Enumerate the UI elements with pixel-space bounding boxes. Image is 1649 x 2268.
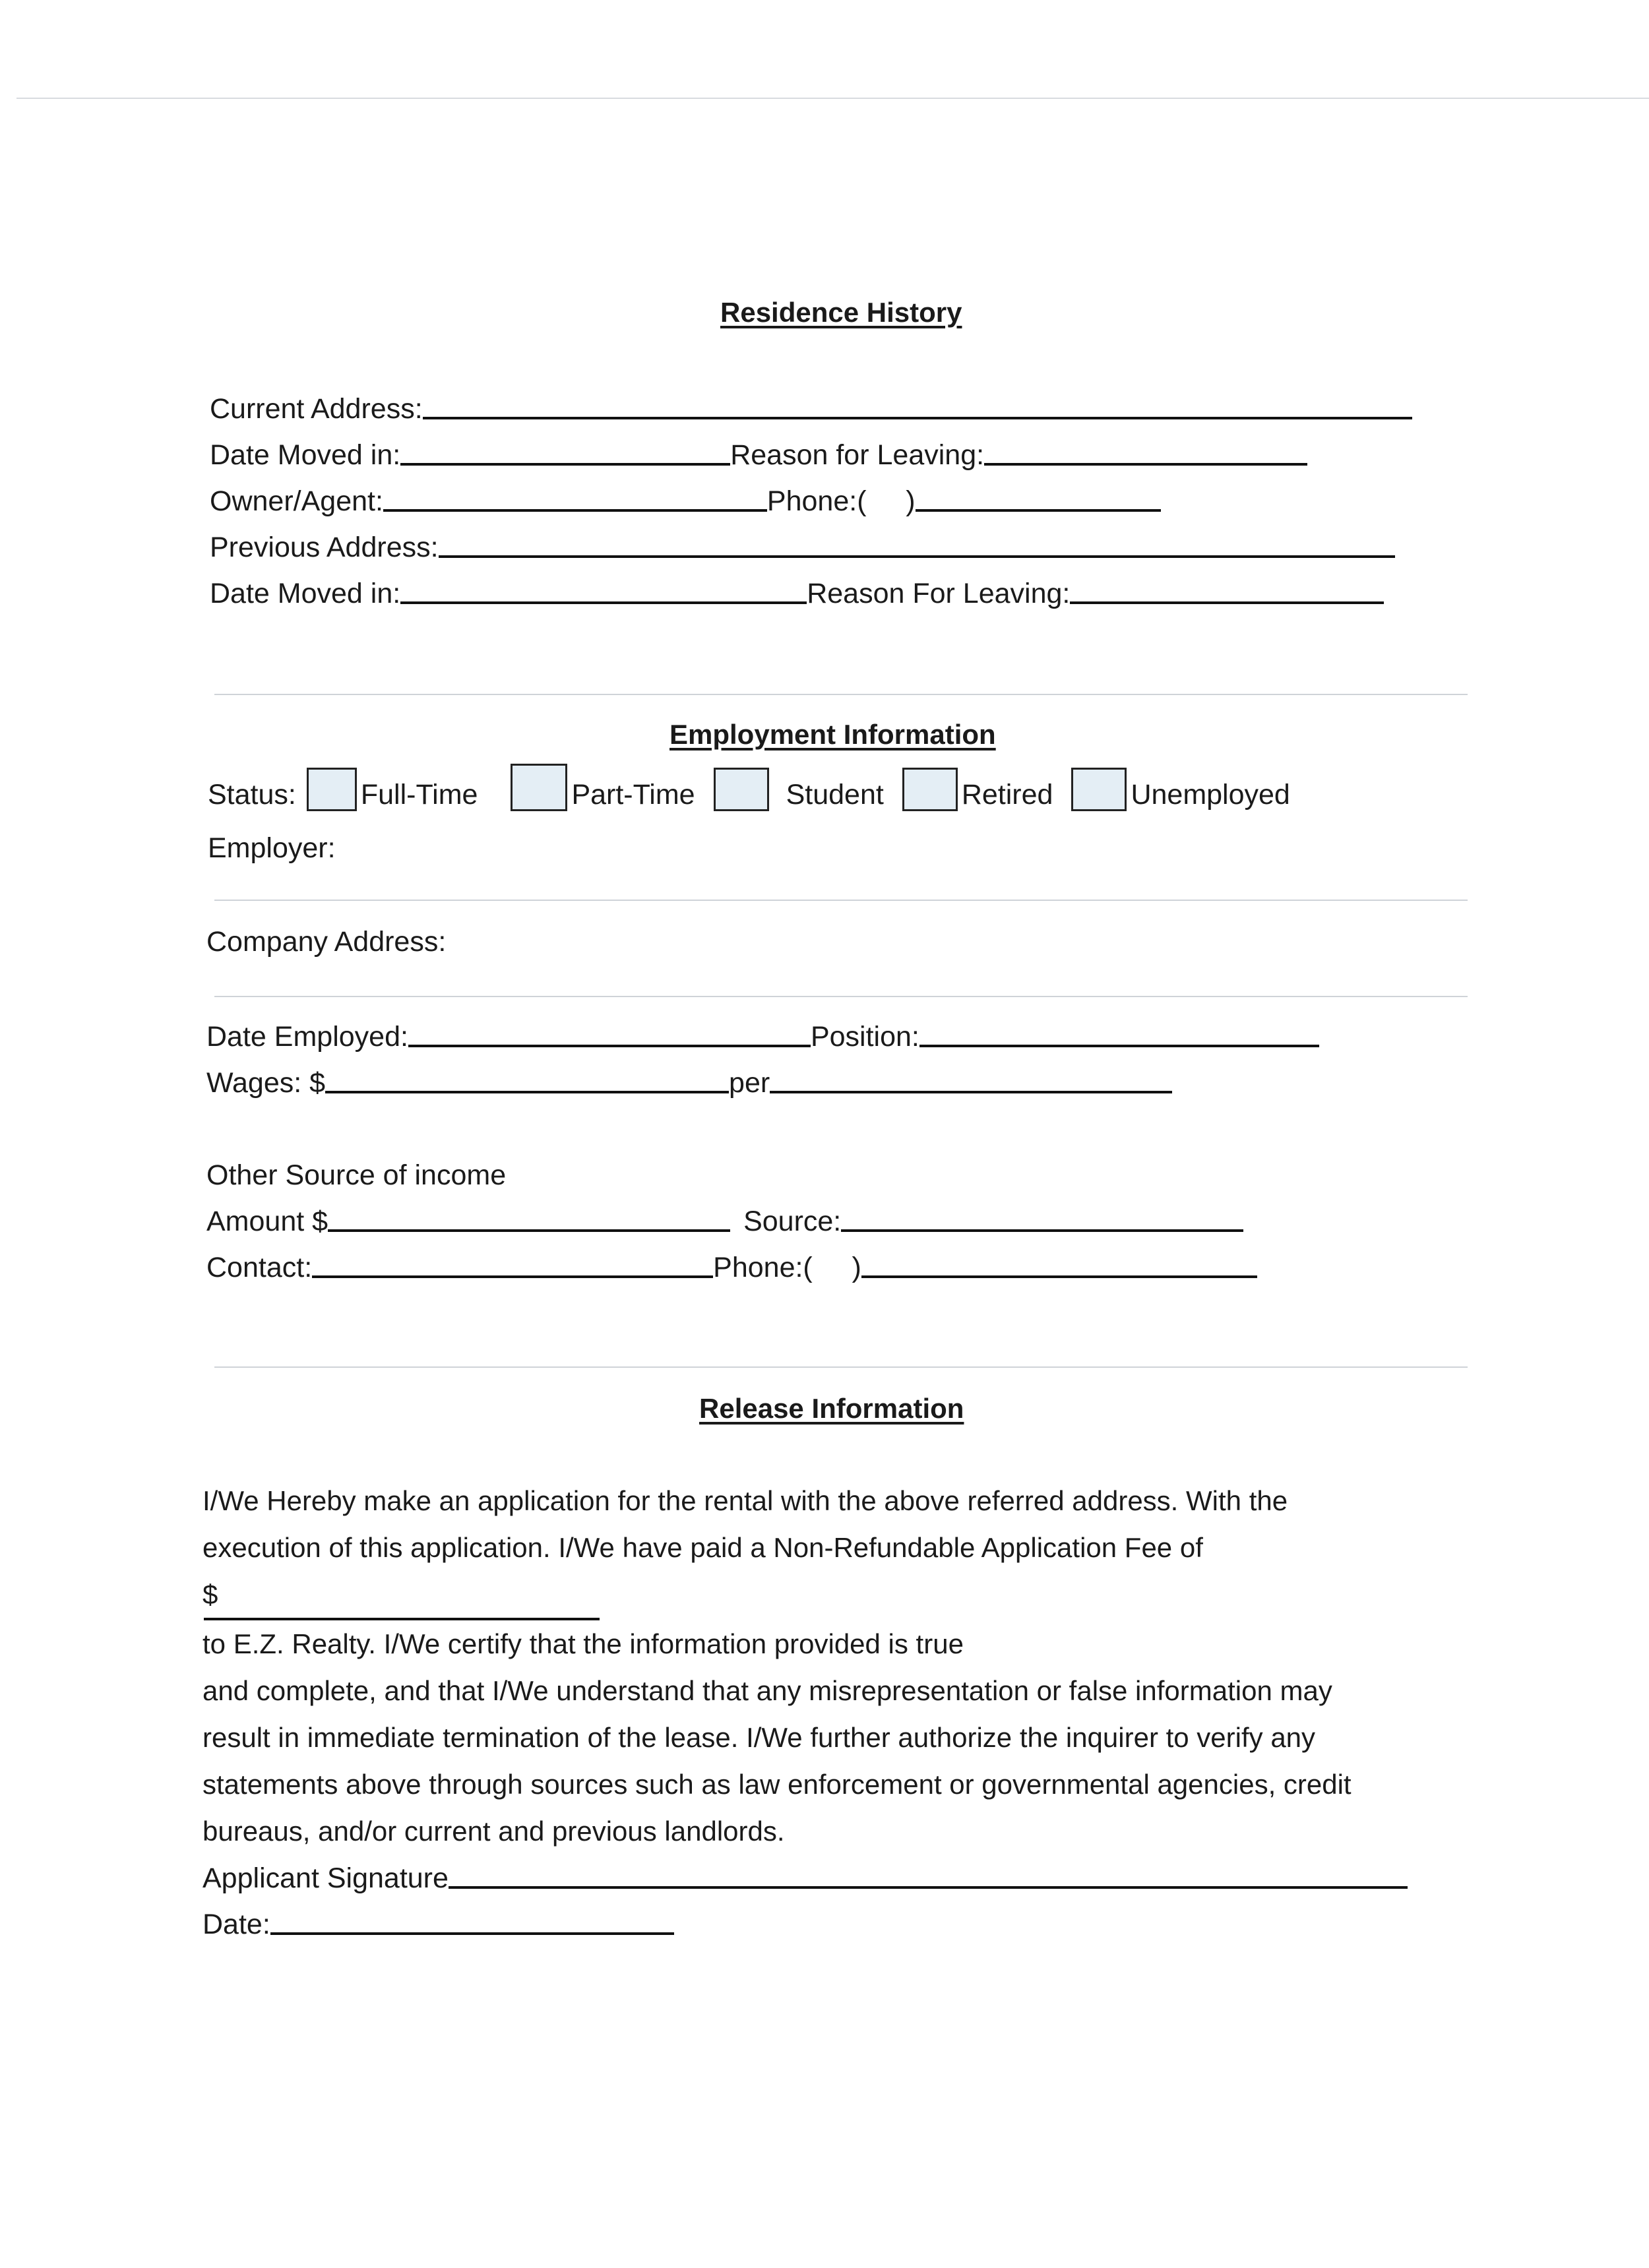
student-label: Student <box>786 779 884 811</box>
phone-label: Phone:( ) <box>766 485 916 517</box>
residence-divider <box>214 694 1468 695</box>
current-address-field[interactable] <box>423 417 1412 419</box>
date-moved-in-label-2: Date Moved in: <box>210 578 401 609</box>
per-field[interactable] <box>770 1091 1172 1093</box>
date-moved-in-label: Date Moved in: <box>210 439 401 471</box>
release-paragraph <box>202 1477 1352 1854</box>
date-employed-field[interactable] <box>408 1045 811 1047</box>
position-label: Position: <box>810 1021 919 1053</box>
owner-agent-row <box>210 479 1161 516</box>
amount-label: Amount $ <box>206 1206 328 1237</box>
contact-phone-field[interactable] <box>861 1275 1257 1278</box>
fee-dollar: $ <box>202 1579 218 1610</box>
date-moved-in-row-1 <box>210 433 1307 470</box>
date-employed-row <box>206 1014 1319 1051</box>
residence-history-heading: Residence History <box>720 297 962 328</box>
full-time-label: Full-Time <box>360 779 478 811</box>
date-row <box>202 1902 674 1939</box>
release-line-5: result in immediate termination of the lease. I/We further authorize the inquirer to verify any <box>202 1722 1316 1753</box>
status-row <box>208 764 1290 811</box>
part-time-label: Part-Time <box>571 779 695 811</box>
contact-phone-label: Phone:( ) <box>713 1252 861 1283</box>
employer-row <box>208 826 336 863</box>
company-address-field-line[interactable] <box>214 996 1468 997</box>
signature-date-label: Date: <box>202 1909 270 1940</box>
owner-agent-field[interactable] <box>383 509 767 512</box>
contact-field[interactable] <box>312 1275 713 1278</box>
previous-address-label: Previous Address: <box>210 532 439 563</box>
employer-label: Employer: <box>208 832 336 864</box>
other-source-row <box>206 1153 506 1190</box>
amount-row <box>206 1199 1243 1236</box>
current-address-row <box>210 386 1412 423</box>
reason-for-leaving-field-2[interactable] <box>1070 601 1384 604</box>
current-address-label: Current Address: <box>210 393 423 425</box>
status-label: Status: <box>208 779 296 811</box>
student-checkbox[interactable] <box>714 768 769 811</box>
release-line-1: I/We Hereby make an application for the rental with the above referred address. With the <box>202 1485 1288 1516</box>
reason-for-leaving-label: Reason for Leaving: <box>730 439 985 471</box>
source-label: Source: <box>743 1206 842 1237</box>
unemployed-label: Unemployed <box>1131 779 1290 811</box>
owner-agent-label: Owner/Agent: <box>210 485 383 517</box>
other-source-label: Other Source of income <box>206 1159 507 1191</box>
previous-address-row <box>210 525 1395 562</box>
top-divider <box>16 98 1649 99</box>
position-field[interactable] <box>919 1045 1319 1047</box>
company-address-row <box>206 919 446 956</box>
signature-row <box>202 1856 1408 1893</box>
wages-field[interactable] <box>325 1091 729 1093</box>
employment-information-heading: Employment Information <box>669 719 996 750</box>
reason-for-leaving-label-2: Reason For Leaving: <box>807 578 1071 609</box>
release-information-heading: Release Information <box>699 1393 964 1424</box>
unemployed-checkbox[interactable] <box>1071 768 1127 811</box>
release-line-7: bureaus, and/or current and previous landlords. <box>202 1816 785 1847</box>
date-employed-label: Date Employed: <box>206 1021 408 1053</box>
amount-field[interactable] <box>328 1229 730 1232</box>
full-time-checkbox[interactable] <box>307 768 357 811</box>
company-address-label: Company Address: <box>206 926 447 958</box>
employment-divider <box>214 1366 1468 1368</box>
wages-row <box>206 1060 1172 1097</box>
retired-checkbox[interactable] <box>902 768 958 811</box>
wages-label: Wages: $ <box>206 1067 326 1099</box>
previous-address-field[interactable] <box>439 555 1395 558</box>
phone-field[interactable] <box>916 509 1161 512</box>
per-label: per <box>729 1067 770 1099</box>
reason-for-leaving-field[interactable] <box>984 463 1307 466</box>
release-line-3-text: to E.Z. Realty. I/We certify that the information provided is true <box>202 1628 964 1659</box>
date-moved-in-row-2 <box>210 571 1384 608</box>
application-fee-field[interactable] <box>204 1618 600 1620</box>
release-line-3 <box>202 1571 1352 1667</box>
release-line-6: statements above through sources such as law enforcement or governmental agencies, credit <box>202 1769 1352 1800</box>
applicant-signature-field[interactable] <box>449 1886 1408 1889</box>
signature-date-field[interactable] <box>270 1932 674 1935</box>
release-line-2: execution of this application. I/We have paid a Non-Refundable Application Fee of <box>202 1532 1203 1563</box>
applicant-signature-label: Applicant Signature <box>202 1862 449 1894</box>
part-time-checkbox[interactable] <box>511 764 567 811</box>
employer-field-line[interactable] <box>214 900 1468 901</box>
retired-label: Retired <box>961 779 1053 811</box>
date-moved-in-field-2[interactable] <box>400 601 807 604</box>
date-moved-in-field[interactable] <box>400 463 730 466</box>
contact-label: Contact: <box>206 1252 313 1283</box>
contact-row <box>206 1245 1257 1282</box>
source-field[interactable] <box>841 1229 1243 1232</box>
release-line-4: and complete, and that I/We understand that any misrepresentation or false information may <box>202 1675 1332 1706</box>
